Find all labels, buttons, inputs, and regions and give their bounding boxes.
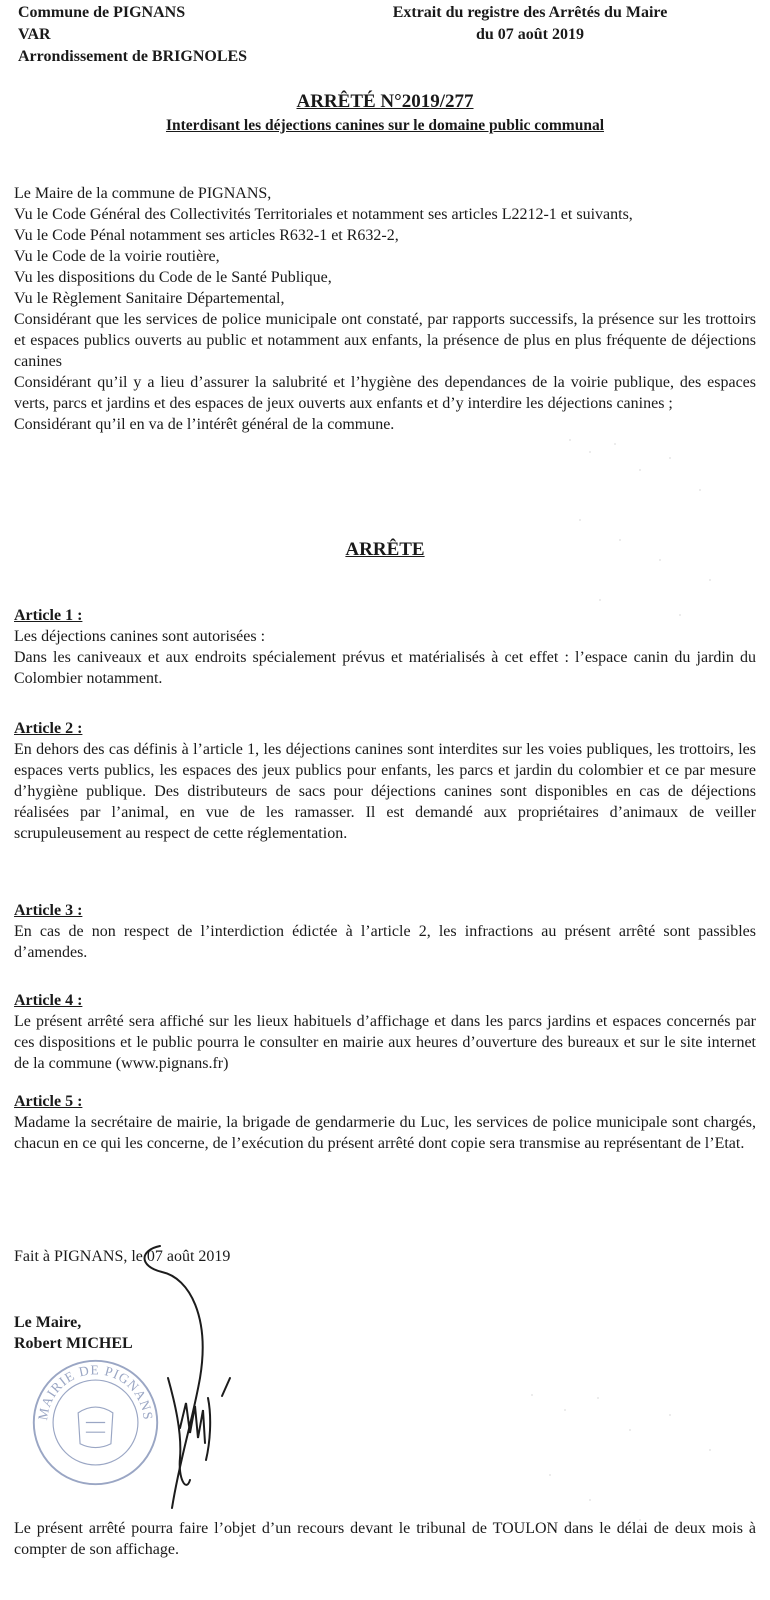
preamble-line: Vu le Code de la voirie routière,: [14, 248, 220, 265]
arrete-heading: ARRÊTE: [345, 539, 425, 560]
print-texture: [560, 430, 750, 630]
signatory-role: Le Maire,: [14, 1314, 82, 1331]
registry-date: du 07 août 2019: [475, 26, 585, 43]
article-paragraph: Les déjections canines sont autorisées :: [14, 628, 266, 645]
decree-subtitle: Interdisant les déjections canines sur le domaine public communal: [165, 117, 605, 134]
preamble-line: Vu le Code Général des Collectivités Territoriales et notamment ses articles L2212-1 et suivants,: [14, 206, 633, 223]
preamble-line: Le Maire de la commune de PIGNANS,: [14, 185, 272, 202]
print-texture: [520, 1380, 750, 1550]
appeal-notice: Le présent arrêté pourra faire l’objet d’un recours devant le tribunal de TOULON dans le délai de deux mois à compter de son affichage.: [14, 1520, 756, 1558]
article-paragraph: Le présent arrêté sera affiché sur les lieux habituels d’affichage et dans les parcs jardins et espaces concernés par ces dispositions et le public pourra le consulter en mairie aux heures d’ouverture des bureaux et sur le site internet de la commune (www.pignans.fr): [14, 1013, 756, 1072]
article-paragraph: En cas de non respect de l’interdiction édictée à l’article 2, les infractions au présent arrêté sont passibles d’amendes.: [14, 923, 756, 961]
registry-line: Extrait du registre des Arrêtés du Maire: [392, 4, 668, 21]
stamp-text: MAIRIE DE PIGNANS: [35, 1362, 156, 1422]
article-3: [14, 900, 756, 963]
preamble-line: Considérant qu’il en va de l’intérêt général de la commune.: [14, 416, 395, 433]
article-paragraph: Dans les caniveaux et aux endroits spécialement prévus et matérialisés à cet effet : l’espace canin du jardin du Colombier notamment.: [14, 649, 756, 687]
article-title: Article 5 :: [14, 1093, 83, 1110]
article-5: [14, 1091, 756, 1154]
mayor-signature-icon: [120, 1228, 320, 1518]
commune-header: [18, 2, 247, 68]
signatory: [14, 1312, 133, 1354]
header-department-line: VAR: [18, 26, 51, 43]
article-2: [14, 718, 756, 844]
signing-place-date: Fait à PIGNANS, le 07 août 2019: [14, 1248, 231, 1265]
preamble-line: Considérant que les services de police municipale ont constaté, par rapports successifs, la présence sur les trottoirs et espaces publics ouverts au public et notamment aux enfants, la présence de plus en plus fréquente de déjections canines: [14, 311, 756, 370]
article-paragraph: Madame la secrétaire de mairie, la brigade de gendarmerie du Luc, les services de police municipale sont chargés, chacun en ce qui les concerne, de l’exécution du présent arrêté dont copie sera transmise au représentant de l’Etat.: [14, 1114, 756, 1152]
preamble: [14, 183, 756, 435]
preamble-line: Vu le Code Pénal notamment ses articles R632-1 et R632-2,: [14, 227, 399, 244]
article-paragraph: En dehors des cas définis à l’article 1, les déjections canines sont interdites sur les voies publiques, les trottoirs, les espaces verts publics, les espaces des jeux publics pour enfants, les parcs et jardin du colombier et ce par mesure d’hygiène publique. Des distributeurs de sacs pour déjections canines sont disponibles en cas de déjections réalisées par l’animal, en vue de les ramasser. Il est demandé aux propriétaires d’animaux de veiller scrupuleusement au respect de cette réglementation.: [14, 741, 756, 842]
article-title: Article 3 :: [14, 902, 83, 919]
article-title: Article 2 :: [14, 720, 83, 737]
preamble-line: Considérant qu’il y a lieu d’assurer la salubrité et l’hygiène des dependances de la voirie publique, des espaces verts, parcs et jardins et des espaces de jeux ouverts aux enfants et d’y interdire les déjections canines ;: [14, 374, 756, 412]
article-title: Article 4 :: [14, 992, 83, 1009]
signatory-name: Robert MICHEL: [14, 1335, 133, 1352]
header-arrondissement-line: Arrondissement de BRIGNOLES: [18, 48, 248, 65]
article-4: [14, 990, 756, 1074]
preamble-line: Vu le Règlement Sanitaire Départemental,: [14, 290, 285, 307]
preamble-line: Vu les dispositions du Code de le Santé Publique,: [14, 269, 332, 286]
registry-header: [340, 2, 720, 46]
decree-title: ARRÊTÉ N°2019/277: [296, 91, 474, 112]
header-commune-line: Commune de PIGNANS: [18, 4, 186, 21]
article-title: Article 1 :: [14, 607, 83, 624]
